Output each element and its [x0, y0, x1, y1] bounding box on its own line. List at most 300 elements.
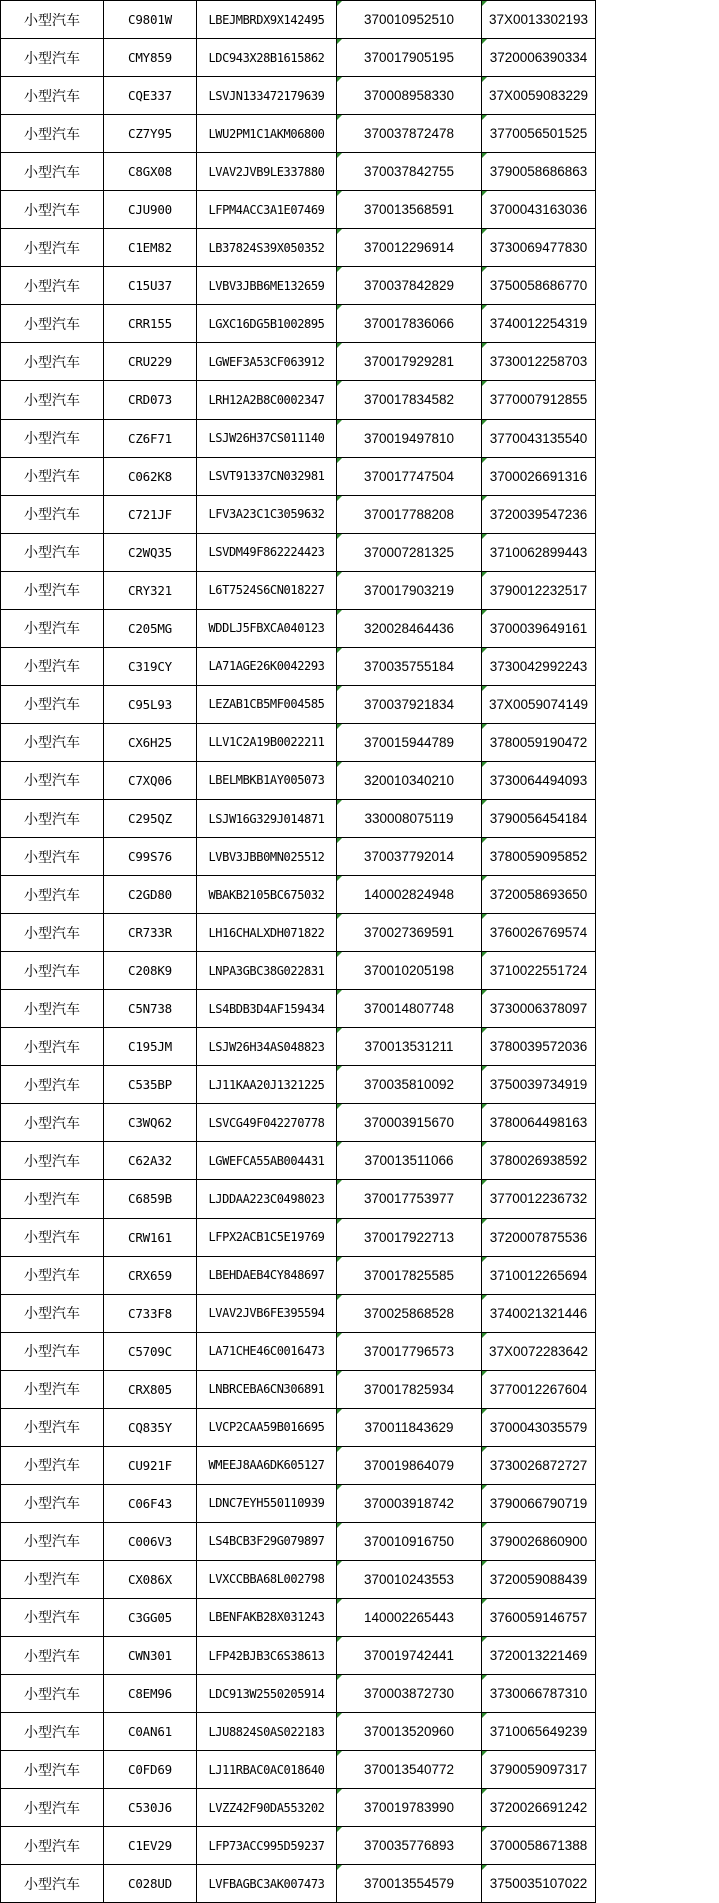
plate-number-cell: C9801W: [104, 1, 197, 39]
plate-number-cell: C205MG: [104, 609, 197, 647]
table-row: [1, 1484, 596, 1522]
record-number-cell: 320028464436: [337, 609, 482, 647]
vin-cell: LS4BCB3F29G079897: [197, 1522, 337, 1560]
archive-number-cell: 3720013221469: [482, 1637, 596, 1675]
record-number-cell: 370010916750: [337, 1522, 482, 1560]
vehicle-type-cell: 小型汽车: [1, 153, 104, 191]
table-row: [1, 1446, 596, 1484]
archive-number-cell: 37X0059074149: [482, 685, 596, 723]
vehicle-type-cell: 小型汽车: [1, 419, 104, 457]
table-row: [1, 1, 596, 39]
table-row: [1, 1827, 596, 1865]
plate-number-cell: C15U37: [104, 267, 197, 305]
record-number-cell: 370019864079: [337, 1446, 482, 1484]
table-row: [1, 838, 596, 876]
plate-number-cell: C6859B: [104, 1180, 197, 1218]
vehicle-type-cell: 小型汽车: [1, 571, 104, 609]
vehicle-type-cell: 小型汽车: [1, 799, 104, 837]
plate-number-cell: C006V3: [104, 1522, 197, 1560]
record-number-cell: 370010243553: [337, 1560, 482, 1598]
archive-number-cell: 3760026769574: [482, 914, 596, 952]
archive-number-cell: 3780026938592: [482, 1142, 596, 1180]
vin-cell: LBELMBKB1AY005073: [197, 761, 337, 799]
vehicle-type-cell: 小型汽车: [1, 1408, 104, 1446]
archive-number-cell: 3760059146757: [482, 1598, 596, 1636]
vin-cell: LVZZ42F90DA553202: [197, 1789, 337, 1827]
record-number-cell: 370017788208: [337, 495, 482, 533]
table-row: [1, 115, 596, 153]
vin-cell: LVFBAGBC3AK007473: [197, 1865, 337, 1903]
plate-number-cell: C195JM: [104, 1028, 197, 1066]
archive-number-cell: 3750039734919: [482, 1066, 596, 1104]
table-row: [1, 990, 596, 1028]
vin-cell: LBENFAKB28X031243: [197, 1598, 337, 1636]
vin-cell: WMEEJ8AA6DK605127: [197, 1446, 337, 1484]
plate-number-cell: C5709C: [104, 1332, 197, 1370]
record-number-cell: 370037921834: [337, 685, 482, 723]
plate-number-cell: C028UD: [104, 1865, 197, 1903]
record-number-cell: 370019742441: [337, 1637, 482, 1675]
table-row: [1, 1865, 596, 1903]
vehicle-type-cell: 小型汽车: [1, 343, 104, 381]
archive-number-cell: 3740012254319: [482, 305, 596, 343]
vin-cell: LVCP2CAA59B016695: [197, 1408, 337, 1446]
plate-number-cell: CMY859: [104, 39, 197, 77]
vehicle-type-cell: 小型汽车: [1, 1180, 104, 1218]
table-row: [1, 77, 596, 115]
archive-number-cell: 3740021321446: [482, 1294, 596, 1332]
archive-number-cell: 3700026691316: [482, 457, 596, 495]
record-number-cell: 140002265443: [337, 1598, 482, 1636]
record-number-cell: 330008075119: [337, 799, 482, 837]
plate-number-cell: CWN301: [104, 1637, 197, 1675]
vehicle-type-cell: 小型汽车: [1, 1751, 104, 1789]
vin-cell: WDDLJ5FBXCA040123: [197, 609, 337, 647]
vehicle-type-cell: 小型汽车: [1, 1370, 104, 1408]
vin-cell: LA71AGE26K0042293: [197, 647, 337, 685]
vehicle-type-cell: 小型汽车: [1, 381, 104, 419]
vin-cell: LEZAB1CB5MF004585: [197, 685, 337, 723]
vin-cell: LJ11RBAC0AC018640: [197, 1751, 337, 1789]
archive-number-cell: 3770043135540: [482, 419, 596, 457]
plate-number-cell: CRU229: [104, 343, 197, 381]
record-number-cell: 370017825934: [337, 1370, 482, 1408]
table-row: [1, 1180, 596, 1218]
plate-number-cell: C1EM82: [104, 229, 197, 267]
plate-number-cell: C0FD69: [104, 1751, 197, 1789]
vin-cell: LSVCG49F042270778: [197, 1104, 337, 1142]
archive-number-cell: 3770056501525: [482, 115, 596, 153]
archive-number-cell: 3720059088439: [482, 1560, 596, 1598]
vin-cell: LS4BDB3D4AF159434: [197, 990, 337, 1028]
plate-number-cell: C99S76: [104, 838, 197, 876]
record-number-cell: 370011843629: [337, 1408, 482, 1446]
table-row: [1, 1066, 596, 1104]
record-number-cell: 370010952510: [337, 1, 482, 39]
vin-cell: WBAKB2105BC675032: [197, 876, 337, 914]
vin-cell: LSJW26H37CS011140: [197, 419, 337, 457]
vehicle-type-cell: 小型汽车: [1, 647, 104, 685]
vehicle-type-cell: 小型汽车: [1, 838, 104, 876]
plate-number-cell: C2WQ35: [104, 533, 197, 571]
vin-cell: LVBV3JBB0MN025512: [197, 838, 337, 876]
table-row: [1, 952, 596, 990]
table-row: [1, 153, 596, 191]
record-number-cell: 370027369591: [337, 914, 482, 952]
record-number-cell: 370003872730: [337, 1675, 482, 1713]
plate-number-cell: C208K9: [104, 952, 197, 990]
vin-cell: LFPM4ACC3A1E07469: [197, 191, 337, 229]
record-number-cell: 370017747504: [337, 457, 482, 495]
vehicle-type-cell: 小型汽车: [1, 1332, 104, 1370]
table-row: [1, 723, 596, 761]
archive-number-cell: 3700043163036: [482, 191, 596, 229]
vin-cell: LVXCCBBA68L002798: [197, 1560, 337, 1598]
vin-cell: LGXC16DG5B1002895: [197, 305, 337, 343]
vehicle-type-cell: 小型汽车: [1, 1104, 104, 1142]
plate-number-cell: C535BP: [104, 1066, 197, 1104]
vin-cell: LBEHDAEB4CY848697: [197, 1256, 337, 1294]
vehicle-type-cell: 小型汽车: [1, 761, 104, 799]
archive-number-cell: 3720006390334: [482, 39, 596, 77]
plate-number-cell: CU921F: [104, 1446, 197, 1484]
vehicle-type-cell: 小型汽车: [1, 495, 104, 533]
record-number-cell: 370035776893: [337, 1827, 482, 1865]
record-number-cell: 370003918742: [337, 1484, 482, 1522]
table-row: [1, 1560, 596, 1598]
plate-number-cell: C7XQ06: [104, 761, 197, 799]
record-number-cell: 370037792014: [337, 838, 482, 876]
plate-number-cell: C62A32: [104, 1142, 197, 1180]
vin-cell: LRH12A2B8C0002347: [197, 381, 337, 419]
vin-cell: LH16CHALXDH071822: [197, 914, 337, 952]
table-row: [1, 305, 596, 343]
archive-number-cell: 3790056454184: [482, 799, 596, 837]
record-number-cell: 370017834582: [337, 381, 482, 419]
record-number-cell: 370017905195: [337, 39, 482, 77]
record-number-cell: 370013511066: [337, 1142, 482, 1180]
vehicle-type-cell: 小型汽车: [1, 39, 104, 77]
vehicle-type-cell: 小型汽车: [1, 609, 104, 647]
vehicle-type-cell: 小型汽车: [1, 914, 104, 952]
record-number-cell: 370015944789: [337, 723, 482, 761]
vehicle-type-cell: 小型汽车: [1, 1066, 104, 1104]
archive-number-cell: 3710012265694: [482, 1256, 596, 1294]
record-number-cell: 370007281325: [337, 533, 482, 571]
vin-cell: LWU2PM1C1AKM06800: [197, 115, 337, 153]
table-row: [1, 1104, 596, 1142]
table-row: [1, 1294, 596, 1332]
vehicle-type-cell: 小型汽车: [1, 229, 104, 267]
plate-number-cell: CQ835Y: [104, 1408, 197, 1446]
table-row: [1, 571, 596, 609]
record-number-cell: 370037842755: [337, 153, 482, 191]
vin-cell: LVBV3JBB6ME132659: [197, 267, 337, 305]
vin-cell: LJ11KAA20J1321225: [197, 1066, 337, 1104]
archive-number-cell: 37X0059083229: [482, 77, 596, 115]
plate-number-cell: C733F8: [104, 1294, 197, 1332]
vin-cell: LDC943X28B1615862: [197, 39, 337, 77]
record-number-cell: 370010205198: [337, 952, 482, 990]
plate-number-cell: CRY321: [104, 571, 197, 609]
table-row: [1, 39, 596, 77]
record-number-cell: 370035755184: [337, 647, 482, 685]
archive-number-cell: 3720007875536: [482, 1218, 596, 1256]
vin-cell: LFV3A23C1C3059632: [197, 495, 337, 533]
record-number-cell: 370019783990: [337, 1789, 482, 1827]
vin-cell: LDNC7EYH550110939: [197, 1484, 337, 1522]
table-row: [1, 799, 596, 837]
record-number-cell: 370013531211: [337, 1028, 482, 1066]
plate-number-cell: CRX805: [104, 1370, 197, 1408]
record-number-cell: 370025868528: [337, 1294, 482, 1332]
plate-number-cell: CZ7Y95: [104, 115, 197, 153]
table-row: [1, 1675, 596, 1713]
table-row: [1, 1408, 596, 1446]
table-row: [1, 1522, 596, 1560]
vin-cell: LJU8824S0AS022183: [197, 1713, 337, 1751]
plate-number-cell: C06F43: [104, 1484, 197, 1522]
archive-number-cell: 3780039572036: [482, 1028, 596, 1066]
record-number-cell: 370013520960: [337, 1713, 482, 1751]
archive-number-cell: 3720039547236: [482, 495, 596, 533]
vehicle-type-cell: 小型汽车: [1, 1675, 104, 1713]
plate-number-cell: C1EV29: [104, 1827, 197, 1865]
archive-number-cell: 37X0072283642: [482, 1332, 596, 1370]
plate-number-cell: CX6H25: [104, 723, 197, 761]
archive-number-cell: 3770012236732: [482, 1180, 596, 1218]
table-row: [1, 1751, 596, 1789]
table-row: [1, 1789, 596, 1827]
record-number-cell: 370017836066: [337, 305, 482, 343]
plate-number-cell: C062K8: [104, 457, 197, 495]
vehicle-type-cell: 小型汽车: [1, 1637, 104, 1675]
plate-number-cell: C2GD80: [104, 876, 197, 914]
archive-number-cell: 3730069477830: [482, 229, 596, 267]
record-number-cell: 370008958330: [337, 77, 482, 115]
record-number-cell: 370017903219: [337, 571, 482, 609]
table-row: [1, 191, 596, 229]
table-row: [1, 457, 596, 495]
table-row: [1, 1218, 596, 1256]
archive-number-cell: 3750035107022: [482, 1865, 596, 1903]
vehicle-type-cell: 小型汽车: [1, 990, 104, 1028]
vin-cell: LSJW26H34AS048823: [197, 1028, 337, 1066]
archive-number-cell: 3780059095852: [482, 838, 596, 876]
table-row: [1, 1370, 596, 1408]
plate-number-cell: CRD073: [104, 381, 197, 419]
vehicle-type-cell: 小型汽车: [1, 1713, 104, 1751]
table-row: [1, 876, 596, 914]
vin-cell: LB37824S39X050352: [197, 229, 337, 267]
vin-cell: LNBRCEBA6CN306891: [197, 1370, 337, 1408]
plate-number-cell: CQE337: [104, 77, 197, 115]
archive-number-cell: 3700058671388: [482, 1827, 596, 1865]
vehicle-type-cell: 小型汽车: [1, 1294, 104, 1332]
archive-number-cell: 3720058693650: [482, 876, 596, 914]
table-row: [1, 533, 596, 571]
vehicle-type-cell: 小型汽车: [1, 1028, 104, 1066]
archive-number-cell: 3730026872727: [482, 1446, 596, 1484]
plate-number-cell: CZ6F71: [104, 419, 197, 457]
vehicle-type-cell: 小型汽车: [1, 685, 104, 723]
table-row: [1, 1142, 596, 1180]
table-row: [1, 1713, 596, 1751]
vin-cell: LSVJN133472179639: [197, 77, 337, 115]
vehicle-type-cell: 小型汽车: [1, 533, 104, 571]
table-row: [1, 761, 596, 799]
plate-number-cell: CX086X: [104, 1560, 197, 1598]
vin-cell: LGWEF3A53CF063912: [197, 343, 337, 381]
vehicle-type-cell: 小型汽车: [1, 876, 104, 914]
plate-number-cell: C8GX08: [104, 153, 197, 191]
archive-number-cell: 3790066790719: [482, 1484, 596, 1522]
vehicle-type-cell: 小型汽车: [1, 1446, 104, 1484]
archive-number-cell: 3730006378097: [482, 990, 596, 1028]
archive-number-cell: 3750058686770: [482, 267, 596, 305]
archive-number-cell: 3730012258703: [482, 343, 596, 381]
vehicle-type-cell: 小型汽车: [1, 1598, 104, 1636]
vehicle-type-cell: 小型汽车: [1, 115, 104, 153]
vehicle-type-cell: 小型汽车: [1, 1142, 104, 1180]
record-number-cell: 320010340210: [337, 761, 482, 799]
table-row: [1, 685, 596, 723]
record-number-cell: 140002824948: [337, 876, 482, 914]
archive-number-cell: 3710065649239: [482, 1713, 596, 1751]
record-number-cell: 370013554579: [337, 1865, 482, 1903]
vehicle-type-cell: 小型汽车: [1, 305, 104, 343]
record-number-cell: 370013540772: [337, 1751, 482, 1789]
table-row: [1, 229, 596, 267]
archive-number-cell: 3770007912855: [482, 381, 596, 419]
table-row: [1, 267, 596, 305]
archive-number-cell: 3710022551724: [482, 952, 596, 990]
vehicle-type-cell: 小型汽车: [1, 1218, 104, 1256]
plate-number-cell: C3GG05: [104, 1598, 197, 1636]
plate-number-cell: C8EM96: [104, 1675, 197, 1713]
archive-number-cell: 3790059097317: [482, 1751, 596, 1789]
vin-cell: LDC913W2550205914: [197, 1675, 337, 1713]
vehicle-type-cell: 小型汽车: [1, 1484, 104, 1522]
vin-cell: LFPX2ACB1C5E19769: [197, 1218, 337, 1256]
vin-cell: LSVT91337CN032981: [197, 457, 337, 495]
record-number-cell: 370012296914: [337, 229, 482, 267]
table-row: [1, 495, 596, 533]
archive-number-cell: 3790026860900: [482, 1522, 596, 1560]
vin-cell: LGWEFCA55AB004431: [197, 1142, 337, 1180]
archive-number-cell: 3790058686863: [482, 153, 596, 191]
plate-number-cell: C319CY: [104, 647, 197, 685]
table-row: [1, 1598, 596, 1636]
record-number-cell: 370013568591: [337, 191, 482, 229]
archive-number-cell: 3780064498163: [482, 1104, 596, 1142]
vin-cell: LSJW16G329J014871: [197, 799, 337, 837]
record-number-cell: 370019497810: [337, 419, 482, 457]
plate-number-cell: CR733R: [104, 914, 197, 952]
table-row: [1, 343, 596, 381]
table-row: [1, 1256, 596, 1294]
vehicle-type-cell: 小型汽车: [1, 1827, 104, 1865]
vin-cell: LJDDAA223C0498023: [197, 1180, 337, 1218]
vin-cell: LNPA3GBC38G022831: [197, 952, 337, 990]
plate-number-cell: C530J6: [104, 1789, 197, 1827]
archive-number-cell: 3700043035579: [482, 1408, 596, 1446]
archive-number-cell: 37X0013302193: [482, 1, 596, 39]
archive-number-cell: 3790012232517: [482, 571, 596, 609]
vehicle-type-cell: 小型汽车: [1, 267, 104, 305]
plate-number-cell: C295QZ: [104, 799, 197, 837]
table-row: [1, 1028, 596, 1066]
table-row: [1, 647, 596, 685]
vin-cell: LA71CHE46C0016473: [197, 1332, 337, 1370]
vehicle-type-cell: 小型汽车: [1, 1865, 104, 1903]
record-number-cell: 370017753977: [337, 1180, 482, 1218]
archive-number-cell: 3720026691242: [482, 1789, 596, 1827]
table-row: [1, 609, 596, 647]
vehicle-table-body: [1, 1, 596, 1903]
plate-number-cell: CRX659: [104, 1256, 197, 1294]
vehicle-type-cell: 小型汽车: [1, 1522, 104, 1560]
table-row: [1, 1332, 596, 1370]
vin-cell: LVAV2JVB9LE337880: [197, 153, 337, 191]
record-number-cell: 370017796573: [337, 1332, 482, 1370]
table-row: [1, 914, 596, 952]
table-row: [1, 419, 596, 457]
record-number-cell: 370017825585: [337, 1256, 482, 1294]
vehicle-type-cell: 小型汽车: [1, 457, 104, 495]
archive-number-cell: 3730042992243: [482, 647, 596, 685]
plate-number-cell: C5N738: [104, 990, 197, 1028]
vehicle-type-cell: 小型汽车: [1, 77, 104, 115]
archive-number-cell: 3780059190472: [482, 723, 596, 761]
vehicle-type-cell: 小型汽车: [1, 1560, 104, 1598]
vin-cell: LBEJMBRDX9X142495: [197, 1, 337, 39]
vehicle-type-cell: 小型汽车: [1, 723, 104, 761]
record-number-cell: 370017922713: [337, 1218, 482, 1256]
vehicle-type-cell: 小型汽车: [1, 1789, 104, 1827]
record-number-cell: 370037872478: [337, 115, 482, 153]
vin-cell: L6T7524S6CN018227: [197, 571, 337, 609]
plate-number-cell: CRW161: [104, 1218, 197, 1256]
vehicle-type-cell: 小型汽车: [1, 191, 104, 229]
record-number-cell: 370014807748: [337, 990, 482, 1028]
table-row: [1, 381, 596, 419]
archive-number-cell: 3730064494093: [482, 761, 596, 799]
record-number-cell: 370035810092: [337, 1066, 482, 1104]
vin-cell: LVAV2JVB6FE395594: [197, 1294, 337, 1332]
archive-number-cell: 3700039649161: [482, 609, 596, 647]
record-number-cell: 370003915670: [337, 1104, 482, 1142]
plate-number-cell: C0AN61: [104, 1713, 197, 1751]
plate-number-cell: C721JF: [104, 495, 197, 533]
vin-cell: LFP42BJB3C6S38613: [197, 1637, 337, 1675]
archive-number-cell: 3770012267604: [482, 1370, 596, 1408]
vin-cell: LFP73ACC995D59237: [197, 1827, 337, 1865]
archive-number-cell: 3710062899443: [482, 533, 596, 571]
table-row: [1, 1637, 596, 1675]
archive-number-cell: 3730066787310: [482, 1675, 596, 1713]
record-number-cell: 370017929281: [337, 343, 482, 381]
vin-cell: LLV1C2A19B0022211: [197, 723, 337, 761]
vin-cell: LSVDM49F862224423: [197, 533, 337, 571]
vehicle-type-cell: 小型汽车: [1, 952, 104, 990]
record-number-cell: 370037842829: [337, 267, 482, 305]
vehicle-type-cell: 小型汽车: [1, 1, 104, 39]
plate-number-cell: CJU900: [104, 191, 197, 229]
vehicle-type-cell: 小型汽车: [1, 1256, 104, 1294]
plate-number-cell: C95L93: [104, 685, 197, 723]
plate-number-cell: C3WQ62: [104, 1104, 197, 1142]
